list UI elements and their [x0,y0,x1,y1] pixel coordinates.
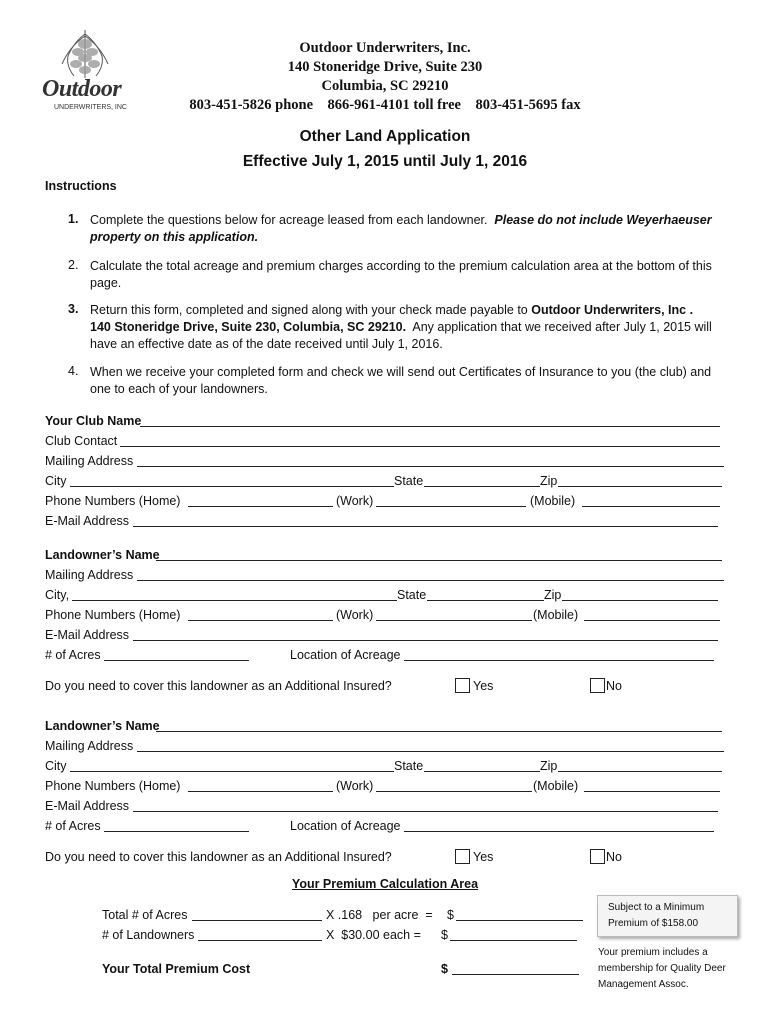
instruction-text: Complete the questions below for acreage leased from each landowner. [90,213,495,227]
landowner1-yes-checkbox[interactable] [455,678,470,693]
landowner2-email-label: E-Mail Address [45,799,130,813]
effective-dates: Effective July 1, 2015 until July 1, 2016 [242,153,528,170]
club-zip-label: Zip [540,474,558,488]
landowner1-home-phone-field[interactable] [188,607,333,621]
landowner2-name-label: Landowner’s Name [45,719,160,733]
club-zip-field[interactable] [558,473,722,487]
landowner2-mailing-label: Mailing Address [45,739,134,753]
company-contact: 803-451-5826 phone 866-961-4101 toll free 803-451-5695 fax [189,97,581,113]
club-email-field[interactable] [133,513,718,527]
landowner2-location-label: Location of Acreage [290,819,401,833]
total-premium-label: Your Total Premium Cost [102,962,251,976]
total-dollar-sign: $ [441,962,448,976]
landowner1-work-label: (Work) [336,608,374,622]
instruction-emphasis: Please do not include Weyerhaeuser property on this application. [90,213,712,244]
club-mailing-field[interactable] [137,453,724,467]
landowners-rate: X $30.00 each = [326,928,421,942]
instruction-number: 1. [68,212,79,226]
club-mailing-label: Mailing Address [45,454,134,468]
landowners-premium-field[interactable] [450,927,577,941]
acres-rate: X .168 per acre = [326,908,433,922]
club-contact-label: Club Contact [45,434,118,448]
landowner2-location-field[interactable] [404,818,714,832]
landowner1-yes-label: Yes [473,679,494,693]
club-mobile-label: (Mobile) [530,494,576,508]
landowner1-city-field[interactable] [72,587,397,601]
landowner1-mailing-label: Mailing Address [45,568,134,582]
landowner1-mailing-field[interactable] [137,567,724,581]
qdma-membership-note: Your premium includes a membership for Quality Deer Management Assoc. [598,947,726,990]
total-premium-field[interactable] [452,961,579,975]
landowner1-location-field[interactable] [404,647,714,661]
club-name-label: Your Club Name [45,414,142,428]
company-name: Outdoor Underwriters, Inc. [299,40,471,56]
landowner1-location-label: Location of Acreage [290,648,401,662]
club-work-phone-field[interactable] [376,493,526,507]
landowner2-name-field[interactable] [156,718,722,732]
landowners-count-field[interactable] [198,927,322,941]
landowner1-state-field[interactable] [427,587,544,601]
landowner2-home-phone-field[interactable] [188,778,333,792]
instruction-2: Calculate the total acreage and premium charges according to the premium calculation area at the bottom of this page. [90,259,712,290]
company-street: 140 Stoneridge Drive, Suite 230 [287,59,483,75]
club-mobile-phone-field[interactable] [582,493,720,507]
landowner1-name-field[interactable] [156,547,722,561]
landowner2-state-field[interactable] [424,758,540,772]
instruction-number: 4. [68,364,79,378]
instruction-4: When we receive your completed form and check we will send out Certificates of Insurance to you (the club) and one to each of your landowners. [90,365,712,396]
landowner2-yes-label: Yes [473,850,494,864]
landowner2-mobile-label: (Mobile) [533,779,579,793]
landowner2-city-label: City [45,759,67,773]
landowner1-mobile-label: (Mobile) [533,608,579,622]
landowner1-no-label: No [606,679,622,693]
instruction-number: 3. [68,302,79,316]
club-contact-field[interactable] [120,433,720,447]
landowner1-no-checkbox[interactable] [590,678,605,693]
landowner2-zip-field[interactable] [558,758,722,772]
landowner1-state-label: State [397,588,427,602]
instruction-number: 2. [68,258,79,272]
landowner1-acres-label: # of Acres [45,648,101,662]
club-state-field[interactable] [424,473,540,487]
landowner2-acres-label: # of Acres [45,819,101,833]
instruction-emphasis: Outdoor Underwriters, Inc . 140 Stoneridge Drive, Suite 230, Columbia, SC 29210. [90,303,694,334]
landowner2-acres-field[interactable] [104,818,249,832]
landowner1-zip-label: Zip [544,588,562,602]
landowner2-work-phone-field[interactable] [376,778,532,792]
landowner1-email-label: E-Mail Address [45,628,130,642]
landowners-count-label: # of Landowners [102,928,195,942]
instructions-heading: Instructions [45,179,117,193]
club-name-field[interactable] [140,413,720,427]
instruction-text: Any application that we received after July 1, 2015 will have an effective date as of the date received until July 1, 2016. [90,320,716,351]
minimum-premium-note: Subject to a Minimum Premium of $158.00 [608,902,705,929]
landowner1-phone-label: Phone Numbers (Home) [45,608,181,622]
landowner2-no-checkbox[interactable] [590,849,605,864]
landowner2-no-label: No [606,850,622,864]
premium-heading: Your Premium Calculation Area [291,877,479,891]
club-email-label: E-Mail Address [45,514,130,528]
landowner2-state-label: State [394,759,424,773]
landowner1-zip-field[interactable] [562,587,718,601]
club-city-label: City [45,474,67,488]
landowner2-work-label: (Work) [336,779,374,793]
landowner2-mailing-field[interactable] [137,738,724,752]
landowner2-yes-checkbox[interactable] [455,849,470,864]
instruction-1 [90,212,715,246]
club-city-field[interactable] [70,473,394,487]
total-acres-field[interactable] [192,907,322,921]
landowner1-mobile-phone-field[interactable] [584,607,720,621]
acres-dollar-sign: $ [447,908,454,922]
landowner2-city-field[interactable] [70,758,394,772]
minimum-premium-box [597,895,738,937]
club-work-label: (Work) [336,494,374,508]
logo-subtext: UNDERWRITERS, INC [54,104,127,111]
company-city: Columbia, SC 29210 [321,78,449,94]
landowner2-zip-label: Zip [540,759,558,773]
landowner2-phone-label: Phone Numbers (Home) [45,779,181,793]
landowner1-acres-field[interactable] [104,647,249,661]
landowner2-insured-question: Do you need to cover this landowner as an Additional Insured? [45,850,392,864]
landowner1-insured-question: Do you need to cover this landowner as an Additional Insured? [45,679,392,693]
club-state-label: State [394,474,424,488]
club-phone-label: Phone Numbers (Home) [45,494,181,508]
landowner1-email-field[interactable] [133,627,718,641]
logo-text: Outdoor [42,76,122,102]
landowner2-mobile-phone-field[interactable] [584,778,720,792]
landowner1-name-label: Landowner’s Name [45,548,160,562]
instruction-3 [90,302,715,353]
landowner1-work-phone-field[interactable] [376,607,532,621]
form-title: Other Land Application [299,128,471,145]
landowner1-city-label: City, [45,588,70,602]
total-acres-label: Total # of Acres [102,908,188,922]
landowners-dollar-sign: $ [441,928,448,942]
instruction-text: Return this form, completed and signed along with your check made payable to [90,303,532,317]
acres-premium-field[interactable] [456,907,583,921]
landowner2-email-field[interactable] [133,798,718,812]
club-home-phone-field[interactable] [188,493,333,507]
